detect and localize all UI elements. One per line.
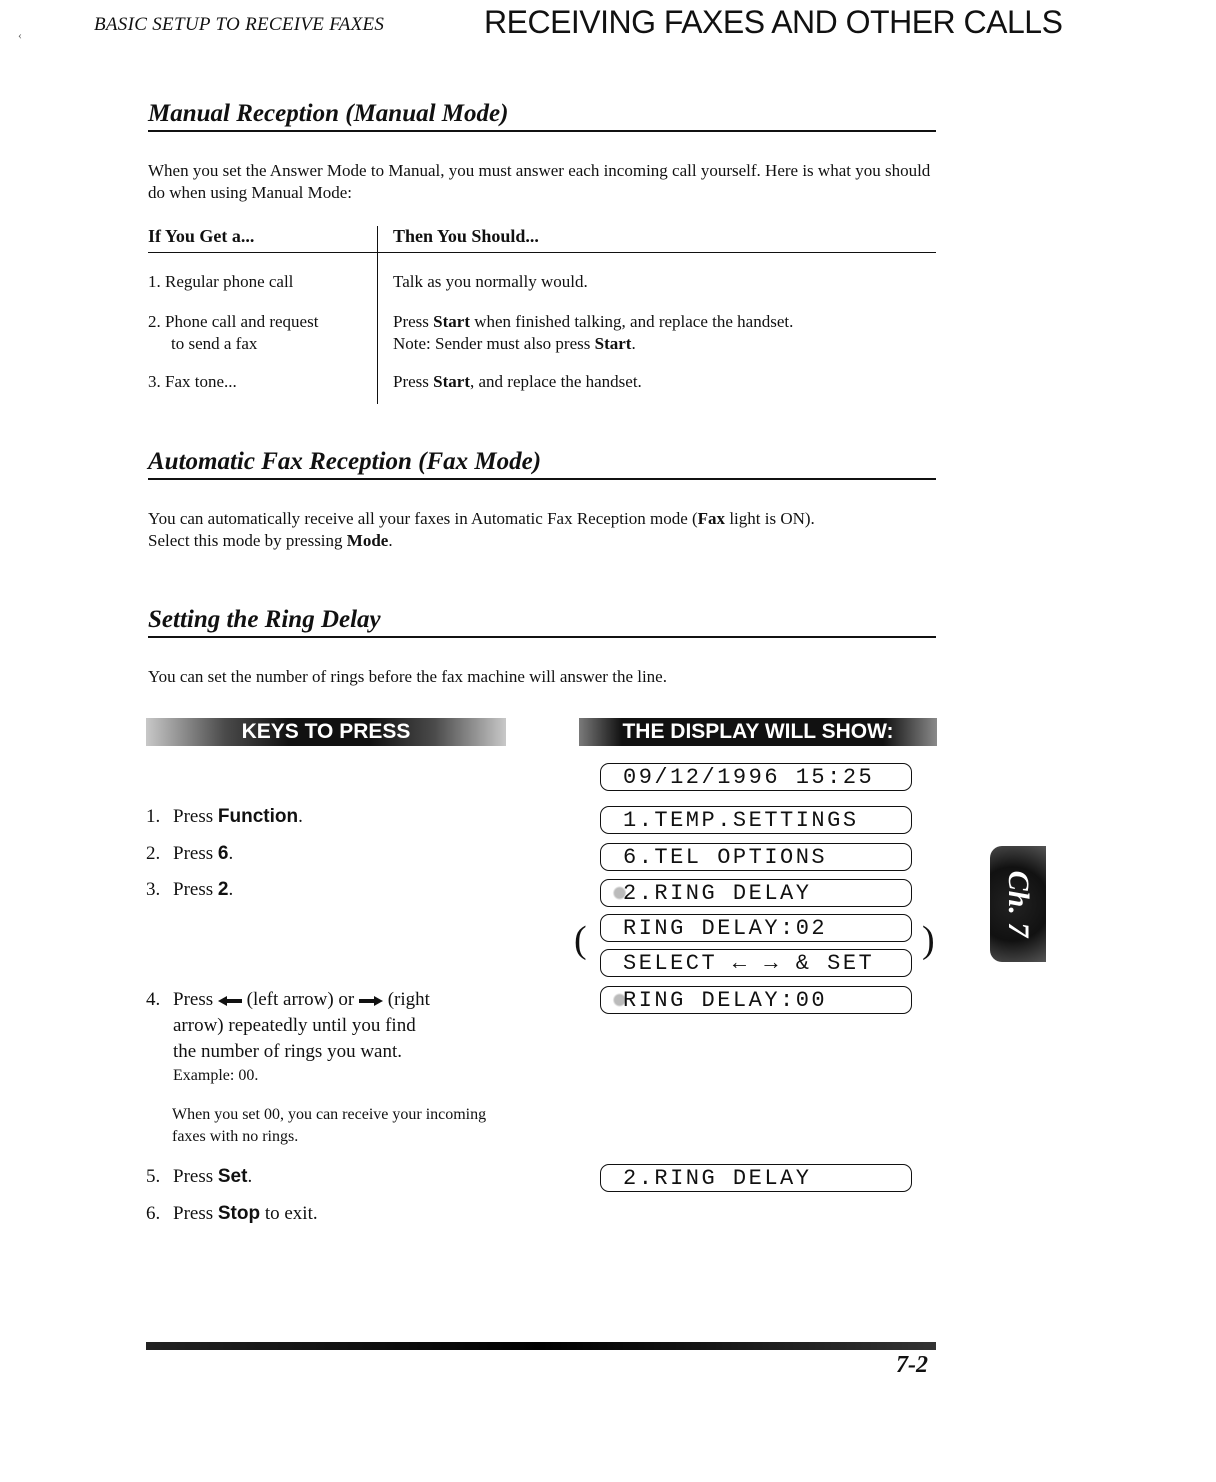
table-cell: Press Start when finished talking, and replace the handset. Note: Sender must also press Start. <box>393 312 794 353</box>
chapter-tab: Ch. 7 <box>990 846 1046 962</box>
lcd-display-temp-settings: 1.TEMP.SETTINGS <box>600 806 912 834</box>
lcd-display-ring-delay-final: 2.RING DELAY <box>600 1164 912 1192</box>
step-1: 1. Press Function. <box>146 806 303 827</box>
display-will-show-banner: THE DISPLAY WILL SHOW: <box>579 718 937 746</box>
lcd-display-date: 09/12/1996 15:25 <box>600 763 912 791</box>
column-header-if: If You Get a... <box>148 226 255 246</box>
step-4: 4. Press (left arrow) or (right arrow) repeatedly until you find the number of rings you want. Example: 00. <box>146 987 506 1087</box>
ring-delay-intro: You can set the number of rings before the fax machine will answer the line. <box>148 667 667 686</box>
step-3: 3. Press 2. <box>146 879 234 900</box>
example-text: Example: 00. <box>173 1067 259 1084</box>
step-6: 6. Press Stop to exit. <box>146 1203 318 1224</box>
automatic-body: You can automatically receive all your faxes in Automatic Fax Reception mode (Fax light is ON). Select this mode by pressing Mode. <box>148 509 815 550</box>
section-title-ring-delay: Setting the Ring Delay <box>148 606 936 638</box>
chapter-title: RECEIVING FAXES AND OTHER CALLS <box>484 4 1063 40</box>
step-2: 2. Press 6. <box>146 843 234 864</box>
column-header-then: Then You Should... <box>393 226 539 246</box>
page-number: 7-2 <box>896 1352 928 1378</box>
table-header <box>148 226 936 253</box>
stop-key: Stop <box>217 1203 261 1224</box>
step-5: 5. Press Set. <box>146 1166 253 1187</box>
table-cell: Talk as you normally would. <box>393 272 588 291</box>
no-rings-note: When you set 00, you can receive your incoming faxes with no rings. <box>172 1106 487 1145</box>
footer-rule <box>146 1342 936 1350</box>
right-arrow-icon <box>359 995 383 1007</box>
function-key: Function <box>217 806 299 827</box>
lcd-display-ring-delay-menu: 2.RING DELAY <box>600 879 912 907</box>
scan-mark: ‹ <box>18 28 22 42</box>
lcd-display-tel-options: 6.TEL OPTIONS <box>600 843 912 871</box>
set-key: Set <box>217 1166 248 1187</box>
key-2: 2 <box>217 879 229 900</box>
manual-intro: When you set the Answer Mode to Manual, you must answer each incoming call yourself. Here is what you should do when using Manual Mode: <box>148 161 931 202</box>
table-cell: Press Start, and replace the handset. <box>393 372 642 391</box>
left-arrow-icon <box>218 995 242 1007</box>
section-title-manual: Manual Reception (Manual Mode) <box>148 100 936 132</box>
manual-table <box>148 271 948 411</box>
lcd-display-select-set: SELECT ← → & SET <box>600 949 912 977</box>
table-row: 1. Regular phone call <box>148 272 294 291</box>
alternating-left-bracket-icon: ( <box>574 919 587 961</box>
running-head: BASIC SETUP TO RECEIVE FAXES <box>94 14 385 35</box>
table-row: 2. Phone call and request to send a fax <box>148 312 319 353</box>
lcd-display-ring-delay-02: RING DELAY:02 <box>600 914 912 942</box>
table-row: 3. Fax tone... <box>148 372 237 391</box>
section-title-automatic: Automatic Fax Reception (Fax Mode) <box>148 448 936 480</box>
lcd-display-ring-delay-00: RING DELAY:00 <box>600 986 912 1014</box>
alternating-right-bracket-icon: ) <box>922 919 935 961</box>
key-6: 6 <box>217 843 229 864</box>
keys-to-press-banner: KEYS TO PRESS <box>146 718 506 746</box>
